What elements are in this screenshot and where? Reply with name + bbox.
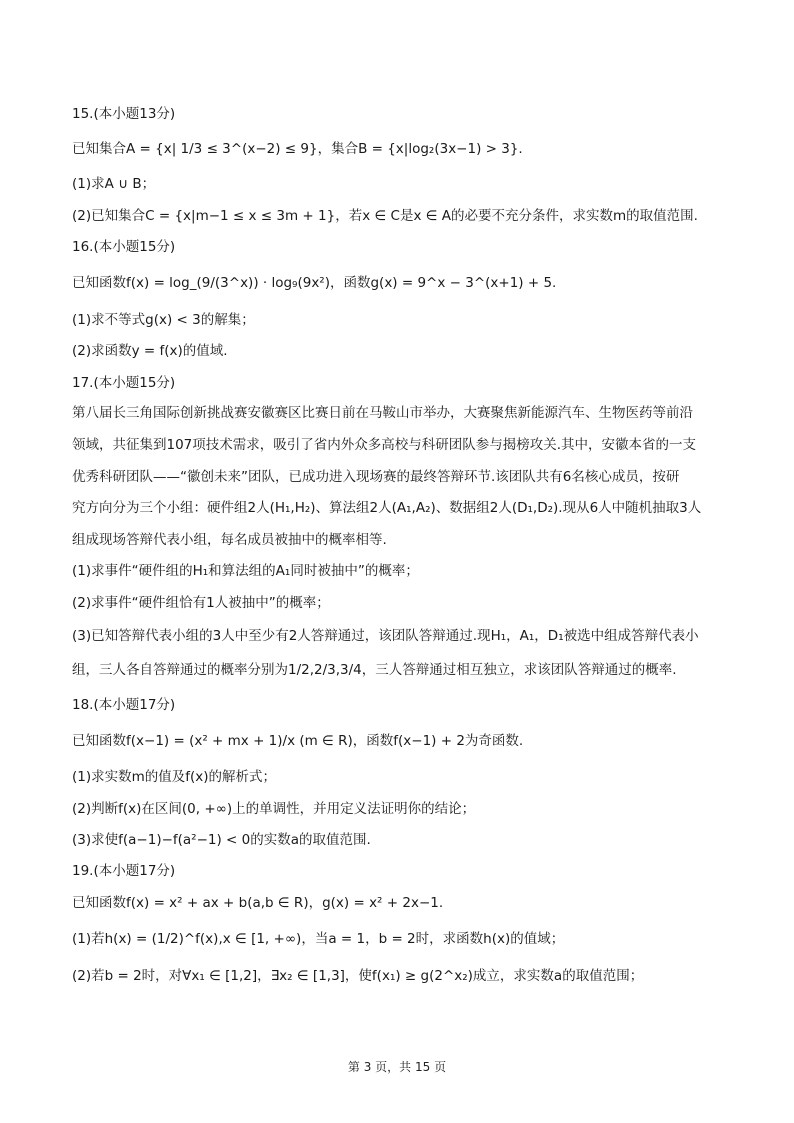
q15-stem: 已知集合A = {x| 1/3 ≤ 3^(x−2) ≤ 9}，集合B = {x|log₂(3x−1) > 3}. xyxy=(72,141,523,157)
q18-part2: (2)判断f(x)在区间(0, +∞)上的单调性，并用定义法证明你的结论； xyxy=(72,801,476,817)
q17-header: 17.(本小题15分) xyxy=(72,375,176,391)
q17-stem-line2: 领域，共征集到107项技术需求，吸引了省内外众多高校与科研团队参与揭榜攻关.其中，安徽本省的一支 xyxy=(72,437,697,453)
q17-stem-line4: 究方向分为三个小组：硬件组2人(H₁,H₂)、算法组2人(A₁,A₂)、数据组2人(D₁,D₂).现从6人中随机抽取3人 xyxy=(72,500,702,516)
q19-stem: 已知函数f(x) = x² + ax + b(a,b ∈ R)，g(x) = x² + 2x−1. xyxy=(72,895,444,911)
q17-stem-line1: 第八届长三角国际创新挑战赛安徽赛区比赛日前在马鞍山市举办，大赛聚焦新能源汽车、生物医药等前沿 xyxy=(72,405,693,421)
q16-stem: 已知函数f(x) = log_(9/(3^x)) · log₉(9x²)，函数g(x) = 9^x − 3^(x+1) + 5. xyxy=(72,275,557,291)
q18-part3: (3)求使f(a−1)−f(a²−1) < 0的实数a的取值范围. xyxy=(72,832,371,848)
q16-part1: (1)求不等式g(x) < 3的解集； xyxy=(72,312,255,328)
q17-stem-line5: 组成现场答辩代表小组，每名成员被抽中的概率相等. xyxy=(72,532,387,548)
q15-header: 15.(本小题13分) xyxy=(72,106,176,122)
q19-header: 19.(本小题17分) xyxy=(72,863,176,879)
q17-part2: (2)求事件“硬件组恰有1人被抽中”的概率； xyxy=(72,595,330,611)
q17-part3-line2: 组，三人各自答辩通过的概率分别为1/2,2/3,3/4，三人答辩通过相互独立，求该团队答辩通过的概率. xyxy=(72,662,677,678)
q17-part1: (1)求事件“硬件组的H₁和算法组的A₁同时被抽中”的概率； xyxy=(72,563,419,579)
q18-header: 18.(本小题17分) xyxy=(72,697,176,713)
q18-part1: (1)求实数m的值及f(x)的解析式； xyxy=(72,769,277,785)
q19-part1: (1)若h(x) = (1/2)^f(x),x ∈ [1, +∞)，当a = 1，b = 2时，求函数h(x)的值域； xyxy=(72,931,565,947)
page-footer: 第 3 页，共 15 页 xyxy=(347,1060,447,1074)
q15-part1: (1)求A ∪ B； xyxy=(72,176,156,192)
q16-part2: (2)求函数y = f(x)的值域. xyxy=(72,343,228,359)
q19-part2: (2)若b = 2时，对∀x₁ ∈ [1,2]，∃x₂ ∈ [1,3]，使f(x₁) ≥ g(2^x₂)成立，求实数a的取值范围； xyxy=(72,968,644,984)
q18-stem: 已知函数f(x−1) = (x² + mx + 1)/x (m ∈ R)，函数f(x−1) + 2为奇函数. xyxy=(72,733,524,749)
q16-header: 16.(本小题15分) xyxy=(72,239,176,255)
q15-part2: (2)已知集合C = {x|m−1 ≤ x ≤ 3m + 1}，若x ∈ C是x ∈ A的必要不充分条件，求实数m的取值范围. xyxy=(72,208,698,224)
q17-stem-line3: 优秀科研团队——“徽创未来”团队，已成功进入现场赛的最终答辩环节.该团队共有6名核心成员，按研 xyxy=(72,469,680,485)
q17-part3-line1: (3)已知答辩代表小组的3人中至少有2人答辩通过，该团队答辩通过.现H₁，A₁，D₁被选中组成答辩代表小 xyxy=(72,628,699,644)
